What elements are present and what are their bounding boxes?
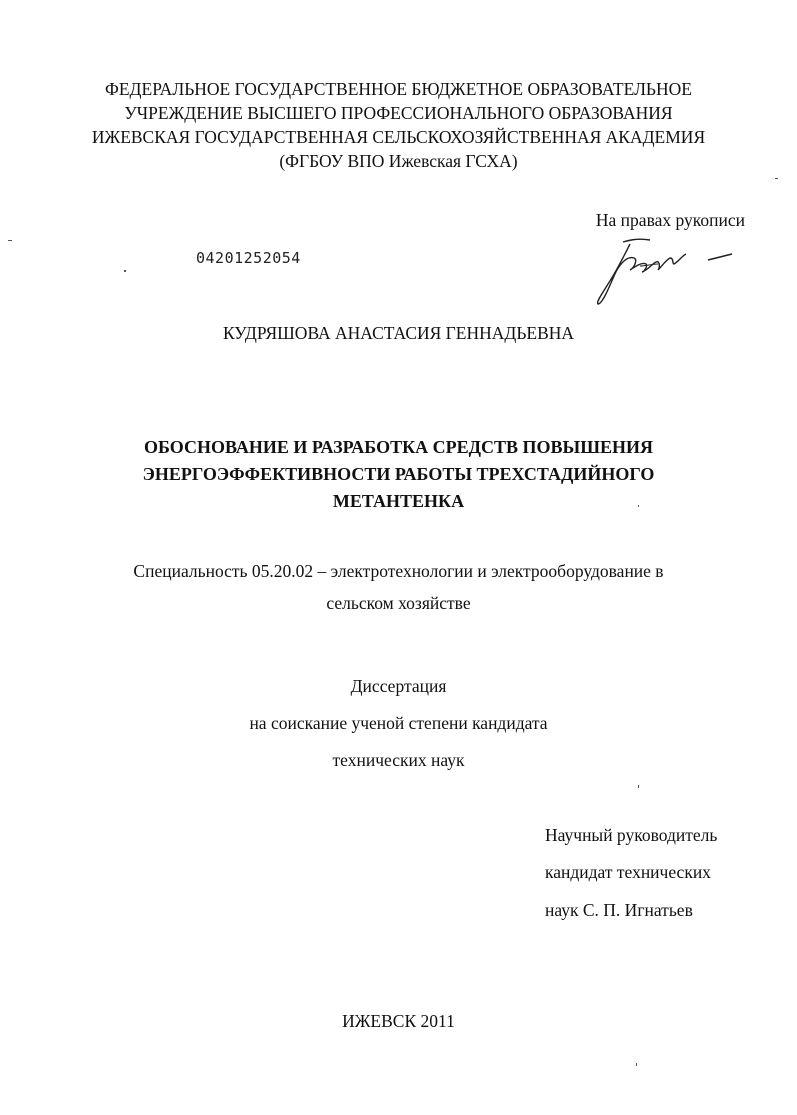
title-line-1: ОБОСНОВАНИЕ И РАЗРАБОТКА СРЕДСТВ ПОВЫШЕНИЯ [143,437,653,457]
specialty-line-2: сельском хозяйстве [326,593,471,613]
scan-speck [638,505,639,507]
institution-line-1: ФЕДЕРАЛЬНОЕ ГОСУДАРСТВЕННОЕ БЮДЖЕТНОЕ ОБРАЗОВАТЕЛЬНОЕ [105,79,692,99]
scan-speck [8,240,12,241]
degree-line-1: на соискание ученой степени кандидата [249,713,548,733]
handwritten-signature [590,232,740,307]
supervisor-degree: кандидат технических [545,862,711,882]
document-code: 04201252054 [196,249,301,267]
supervisor-name: наук С. П. Игнатьев [545,900,693,920]
institution-line-3: ИЖЕВСКАЯ ГОСУДАРСТВЕННАЯ СЕЛЬСКОХОЗЯЙСТВЕННАЯ АКАДЕМИЯ [91,127,706,147]
city-year: ИЖЕВСК 2011 [342,1011,455,1031]
scan-speck [636,1063,637,1066]
scan-speck [775,178,778,179]
scan-speck [124,270,126,272]
scan-speck [638,785,639,788]
author-name: КУДРЯШОВА АНАСТАСИЯ ГЕННАДЬЕВНА [222,323,575,343]
supervisor-label: Научный руководитель [545,825,718,845]
title-line-3: МЕТАНТЕНКА [332,491,465,511]
manuscript-note: На правах рукописи [595,210,745,230]
dissertation-title [0,434,797,515]
title-line-2: ЭНЕРГОЭФФЕКТИВНОСТИ РАБОТЫ ТРЕХСТАДИЙНОГО [142,464,655,484]
institution-line-4: (ФГБОУ ВПО Ижевская ГСХА) [279,151,518,171]
degree-line-2: технических наук [332,750,465,770]
institution-header [0,77,797,173]
institution-line-2: УЧРЕЖДЕНИЕ ВЫСШЕГО ПРОФЕССИОНАЛЬНОГО ОБРАЗОВАНИЯ [124,103,673,123]
specialty-line-1: Специальность 05.20.02 – электротехнологии и электрооборудование в [133,561,664,581]
dissertation-label: Диссертация [350,676,447,696]
